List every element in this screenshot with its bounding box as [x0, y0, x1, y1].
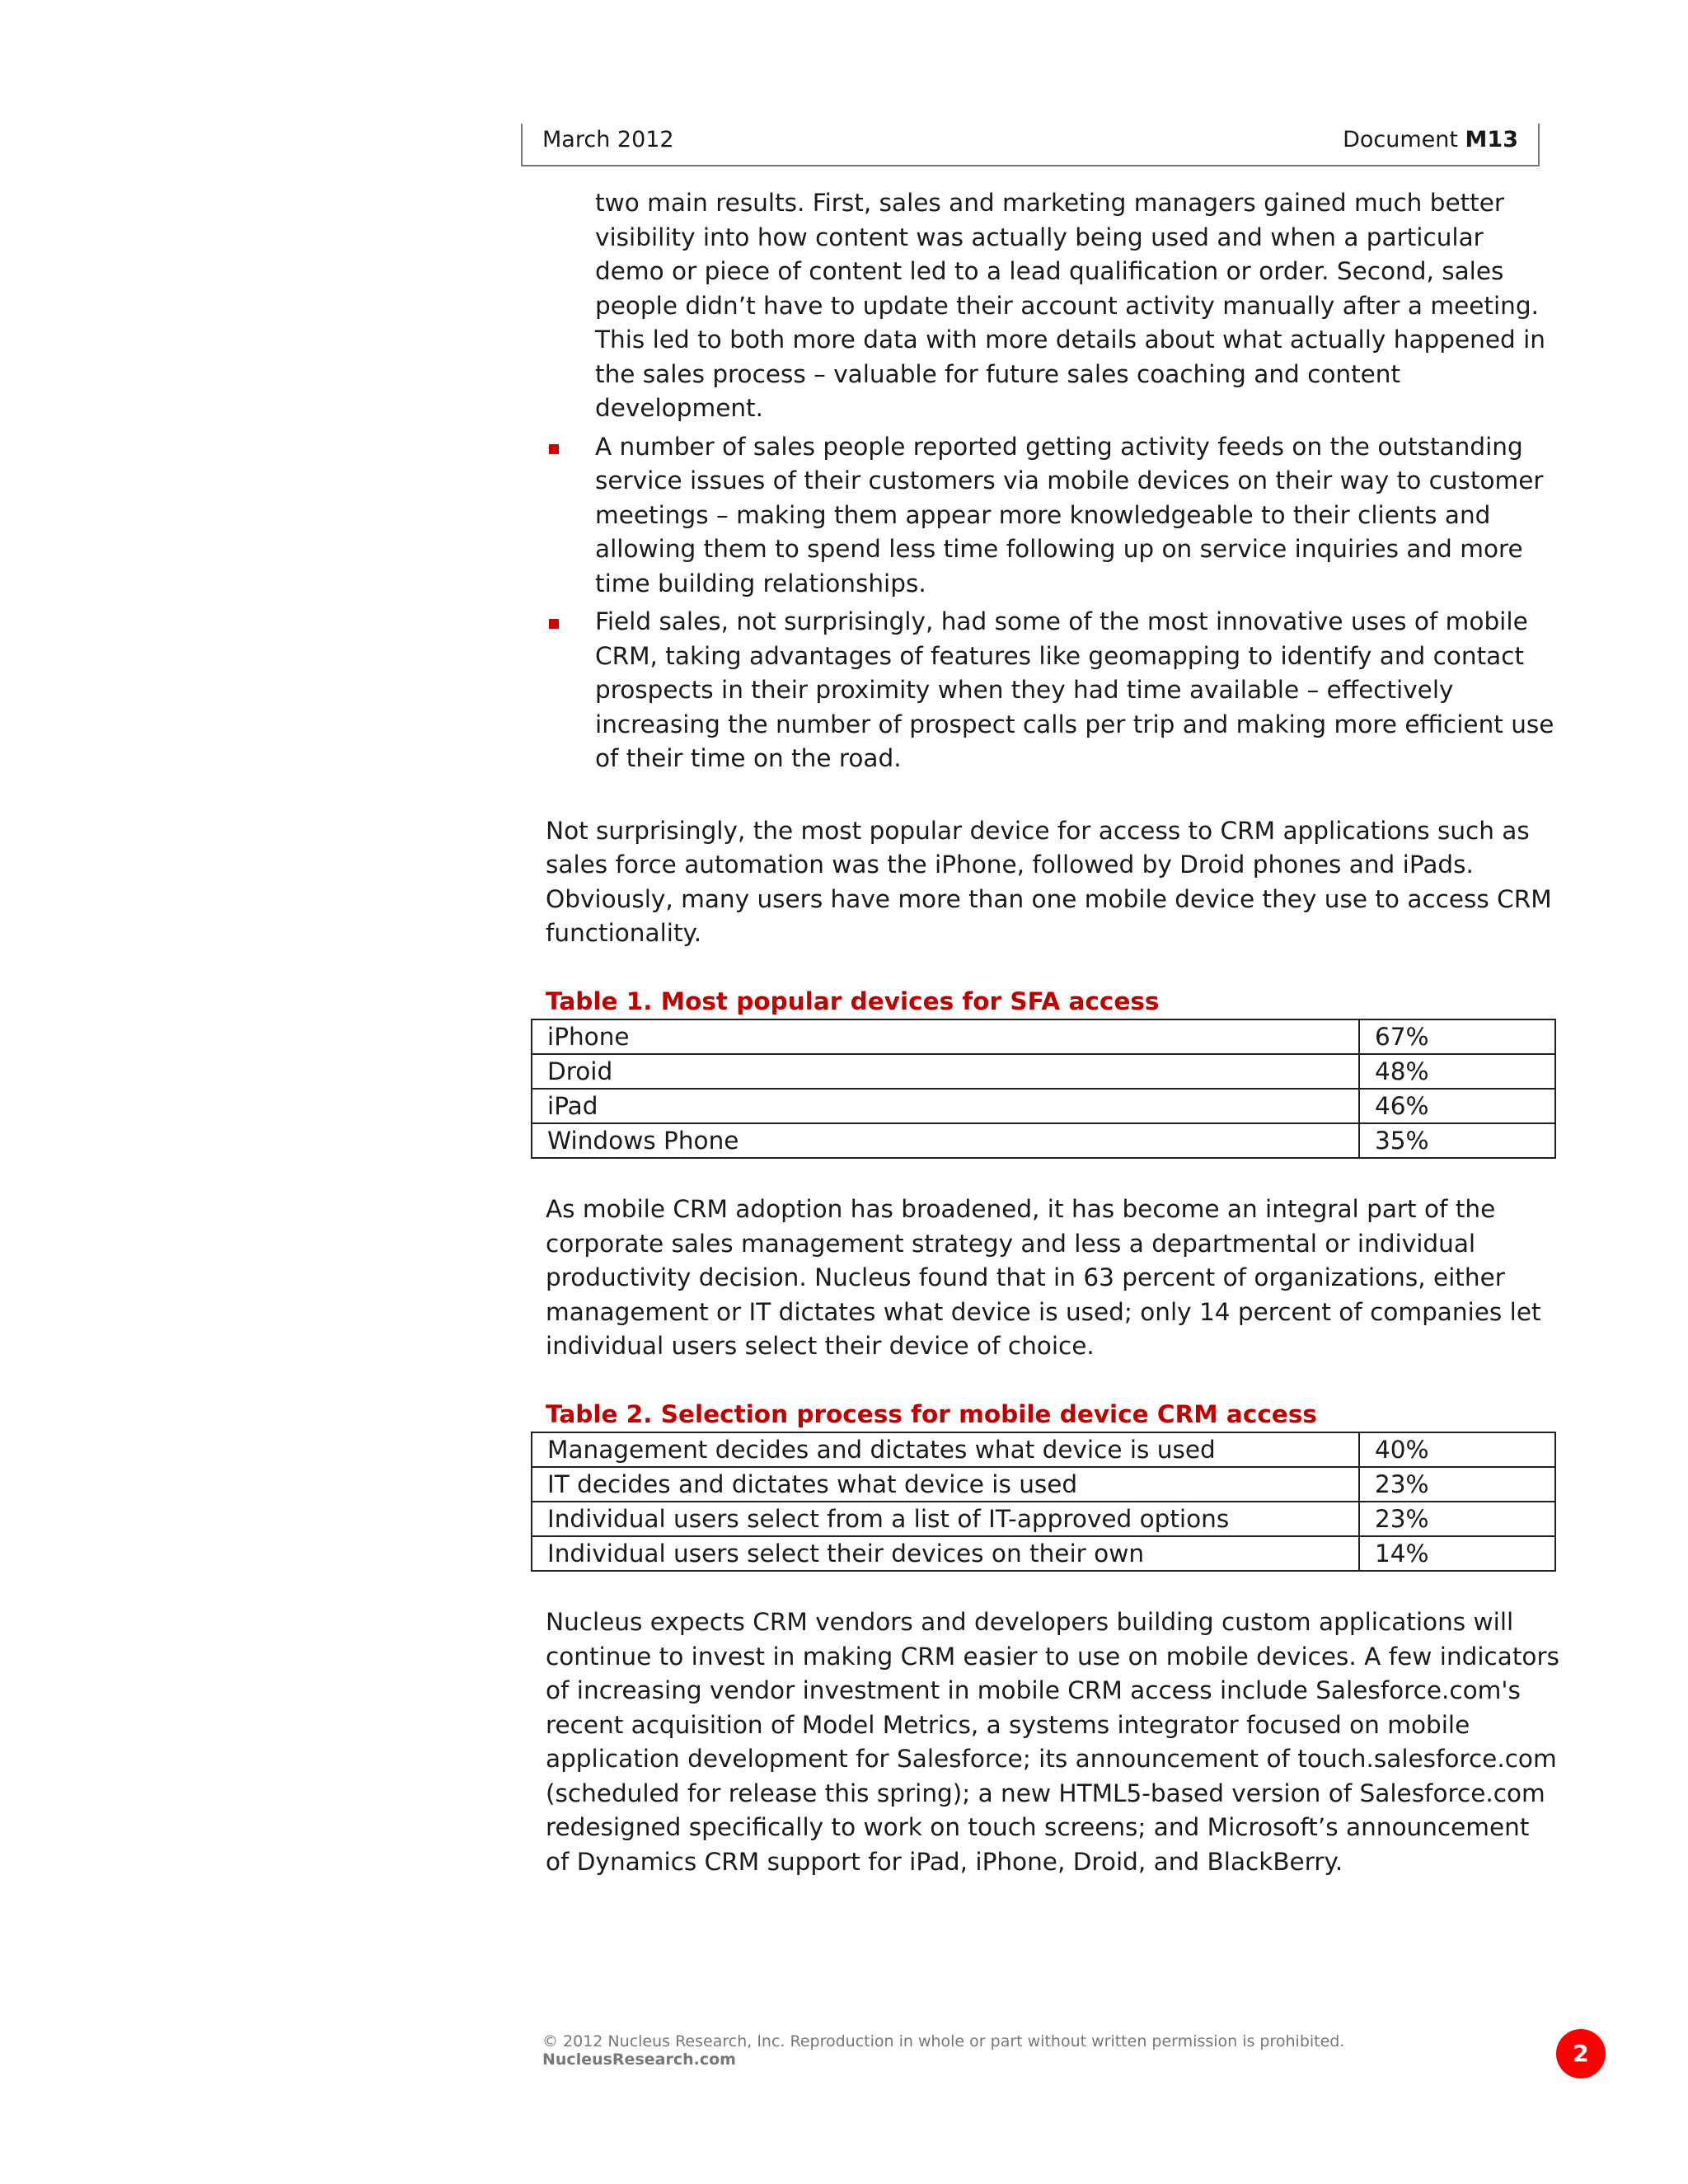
list-item: A number of sales people reported getting activity feeds on the outstanding service issues of their customers via mobile devices on their way to customer meetings – making them appear more knowledgeable to their clients and allowing them to spend less time following up on service inquiries and more time building relationships. — [546, 430, 1559, 602]
table-row: Windows Phone 35% — [532, 1123, 1555, 1158]
table-row: Droid 48% — [532, 1054, 1555, 1089]
bullet-square-icon — [549, 444, 559, 454]
paragraph-device-popularity: Not surprisingly, the most popular device for access to CRM applications such as sales force automation was the iPhone, followed by Droid phones and iPads. Obviously, many users have more than one mobile device they use to access CRM functionality. — [546, 816, 1552, 947]
table-row: iPhone 67% — [532, 1019, 1555, 1054]
list-item: Field sales, not surprisingly, had some of the most innovative uses of mobile CRM, taking advantages of features like geomapping to identify and contact prospects in their proximity when they had time available – effectively increasing the number of prospect calls per trip and making more efficient use of their time on the road. — [546, 605, 1559, 776]
table-row: Management decides and dictates what device is used 40% — [532, 1432, 1555, 1467]
bullet-square-icon — [549, 619, 559, 629]
table-row: Individual users select from a list of IT-approved options 23% — [532, 1502, 1555, 1536]
footer-site-link[interactable]: NucleusResearch.com — [542, 2050, 736, 2069]
header-document-id: Document M13 — [1343, 127, 1518, 152]
table-row: iPad 46% — [532, 1089, 1555, 1123]
paragraph-adoption: As mobile CRM adoption has broadened, it has become an integral part of the corporate sales management strategy and less a departmental or individual productivity decision. Nucleus found that in 63 percent of organizations, either management or IT dictates what device is used; only 14 percent of companies let individual users select their device of choice. — [546, 1195, 1541, 1360]
table2-caption: Table 2. Selection process for mobile device CRM access — [546, 1399, 1317, 1428]
bullet-list — [546, 430, 1559, 776]
paragraph-vendor-investment: Nucleus expects CRM vendors and developers building custom applications will continue to invest in making CRM easier to use on mobile devices. A few indicators of increasing vendor investment in mobile CRM access include Salesforce.com's recent acquisition of Model Metrics, a systems integrator focused on mobile application development for Salesforce; its announcement of touch.salesforce.com (scheduled for release this spring); a new HTML5-based version of Salesforce.com redesigned specifically to work on touch screens; and Microsoft’s announcement of Dynamics CRM support for iPad, iPhone, Droid, and BlackBerry. — [546, 1608, 1559, 1876]
table-row: IT decides and dictates what device is used 23% — [532, 1467, 1555, 1502]
main-content — [546, 186, 1559, 1879]
table2 — [531, 1432, 1556, 1572]
copyright-notice: © 2012 Nucleus Research, Inc. Reproduction in whole or part without written permission is prohibited. — [542, 2032, 1345, 2050]
page-header — [521, 124, 1540, 166]
page-footer — [542, 2032, 1449, 2069]
table-row: Individual users select their devices on their own 14% — [532, 1536, 1555, 1571]
table1 — [531, 1019, 1556, 1159]
bullet-continuation: two main results. First, sales and marketing managers gained much better visibility into how content was actually being used and when a particular demo or piece of content led to a lead qualification or order. Second, sales people didn’t have to update their account activity manually after a meeting. This led to both more data with more details about what actually happened in the sales process – valuable for future sales coaching and content development. — [595, 189, 1545, 422]
page-number-badge: 2 — [1556, 2029, 1606, 2079]
table1-caption: Table 1. Most popular devices for SFA access — [546, 987, 1160, 1015]
header-date: March 2012 — [542, 127, 674, 152]
